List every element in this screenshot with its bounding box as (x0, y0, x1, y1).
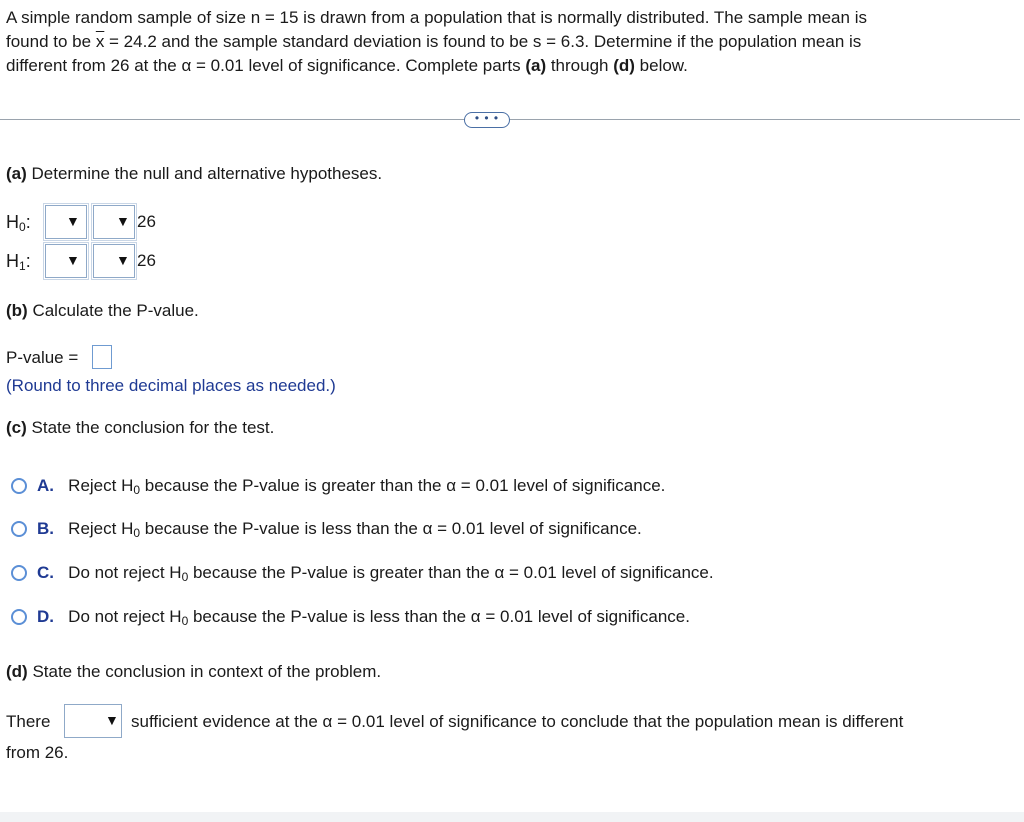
option-c[interactable]: C. Do not reject $H_0$ because the P-value is greater than the α = 0.01 level of significance. (37, 563, 714, 584)
chevron-down-icon: ▼ (116, 252, 130, 268)
conclusion-sentence: sufficient evidence at the α = 0.01 level of significance to conclude that the population mean is different (131, 712, 904, 731)
option-c-radio[interactable] (11, 565, 27, 581)
footer-bar (0, 812, 1024, 822)
chevron-down-icon: ▼ (105, 712, 119, 728)
there-label: There (6, 712, 51, 731)
sample-mean-symbol: $\overline{x}$ (95, 32, 105, 51)
h1-parameter-dropdown[interactable] (45, 244, 87, 278)
option-b-radio[interactable] (11, 521, 27, 537)
h0-value: 26 (137, 212, 156, 231)
option-d[interactable]: D. Do not reject $H_0$ because the P-value is less than the α = 0.01 level of significance. (37, 607, 690, 628)
h0-relation-dropdown[interactable] (93, 205, 135, 239)
h0-parameter-dropdown[interactable] (45, 205, 87, 239)
h1-label: $H_1$: (6, 251, 31, 273)
h1-value: 26 (137, 251, 156, 270)
option-d-radio[interactable] (11, 609, 27, 625)
problem-statement (6, 6, 1006, 78)
problem-line-1: A simple random sample of size n = 15 is drawn from a population that is normally distributed. The sample mean is (6, 8, 867, 27)
problem-line-3: different from 26 at the α = 0.01 level of significance. Complete parts (a) through (d) below. (6, 56, 688, 75)
chevron-down-icon: ▼ (116, 213, 130, 229)
option-b[interactable]: B. Reject $H_0$ because the P-value is less than the α = 0.01 level of significance. (37, 519, 642, 540)
evidence-dropdown[interactable] (64, 704, 122, 738)
option-a-radio[interactable] (11, 478, 27, 494)
h0-label: $H_0$: (6, 212, 31, 234)
section-divider (0, 119, 1020, 120)
part-a-heading: (a) Determine the null and alternative hypotheses. (6, 164, 383, 183)
conclusion-line-2: from 26. (6, 743, 69, 762)
pvalue-input[interactable] (92, 345, 112, 369)
part-d-heading: (d) State the conclusion in context of the problem. (6, 662, 382, 681)
chevron-down-icon: ▼ (66, 213, 80, 229)
problem-line-2: found to be $\overline{x} = 24.2$ and the sample standard deviation is found to be s = 6.3. Determine if the population mean is (6, 32, 862, 51)
part-c-heading: (c) State the conclusion for the test. (6, 418, 275, 437)
chevron-down-icon: ▼ (66, 252, 80, 268)
h1-relation-dropdown[interactable] (93, 244, 135, 278)
pvalue-label: P-value = (6, 348, 79, 367)
rounding-hint: (Round to three decimal places as needed.) (6, 376, 336, 395)
part-b-heading: (b) Calculate the P-value. (6, 301, 199, 320)
option-a[interactable]: A. Reject $H_0$ because the P-value is greater than the α = 0.01 level of significance. (37, 476, 666, 497)
more-options-button[interactable]: • • • (464, 112, 510, 128)
